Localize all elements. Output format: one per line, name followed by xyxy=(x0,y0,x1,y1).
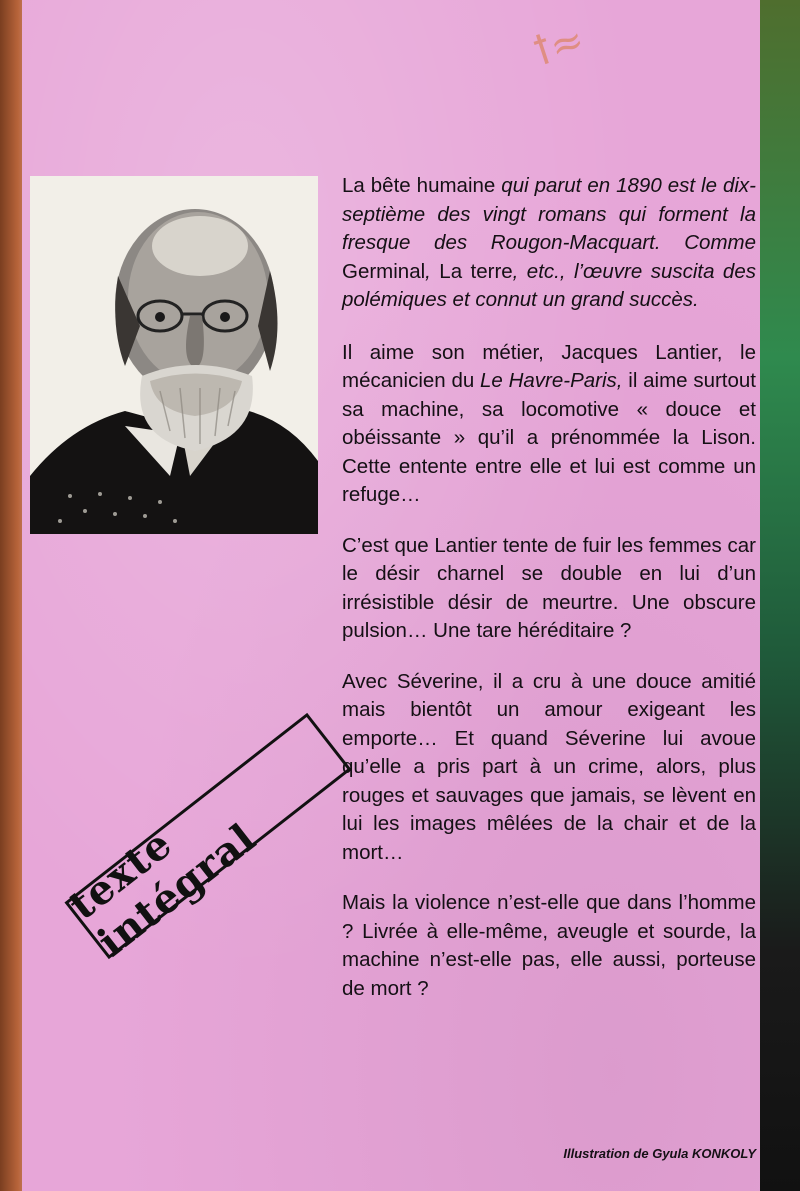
paragraph-machine: Il aime son métier, Jacques Lantier, le mécanicien du Le Havre-Paris, il aime surtout sa machine, sa locomotive « douce et obéissante » qu’il a prénommée la Lison. Cette entente entre elle et lui est comme un refuge… xyxy=(342,340,756,506)
author-portrait xyxy=(30,176,318,534)
texte-integral-stamp: texte intégral xyxy=(64,713,351,959)
ink-stain: ꝉ≈ xyxy=(527,16,591,76)
back-cover xyxy=(22,0,760,1191)
paragraph-severine: Avec Séverine, il a cru à une douce amitié mais bientôt un amour exigeant les emporte… Et quand Séverine lui avoue qu’elle a pris part à un crime, alors, plus rouges et sauvages que jamais, se lèvent en lui les images mêlées de la chair et de la mort… xyxy=(342,669,756,864)
illustration-credit: Illustration de Gyula KONKOLY xyxy=(563,1146,756,1161)
paragraph-violence: Mais la violence n’est-elle que dans l’homme ? Livrée à elle-même, aveugle et sourde, la machine n’est-elle pas, elle aussi, porteuse de mort ? xyxy=(342,891,756,1000)
paragraph-desire: C’est que Lantier tente de fuir les femmes car le désir charnel se double en lui d’un irrésistible désir de meurtre. Une obscure pulsion… Une tare héréditaire ? xyxy=(342,533,756,642)
book-title: La bête humaine xyxy=(342,174,496,197)
intro-paragraph: La bête humaine qui parut en 1890 est le dix-septième des vingt romans qui forment la fresque des Rougon-Macquart. Comme Germinal, La terre, etc., l’œuvre suscita des polémiques et connut un grand succès. xyxy=(342,174,756,311)
portrait-illustration xyxy=(30,176,318,534)
summary-text xyxy=(342,172,756,1025)
